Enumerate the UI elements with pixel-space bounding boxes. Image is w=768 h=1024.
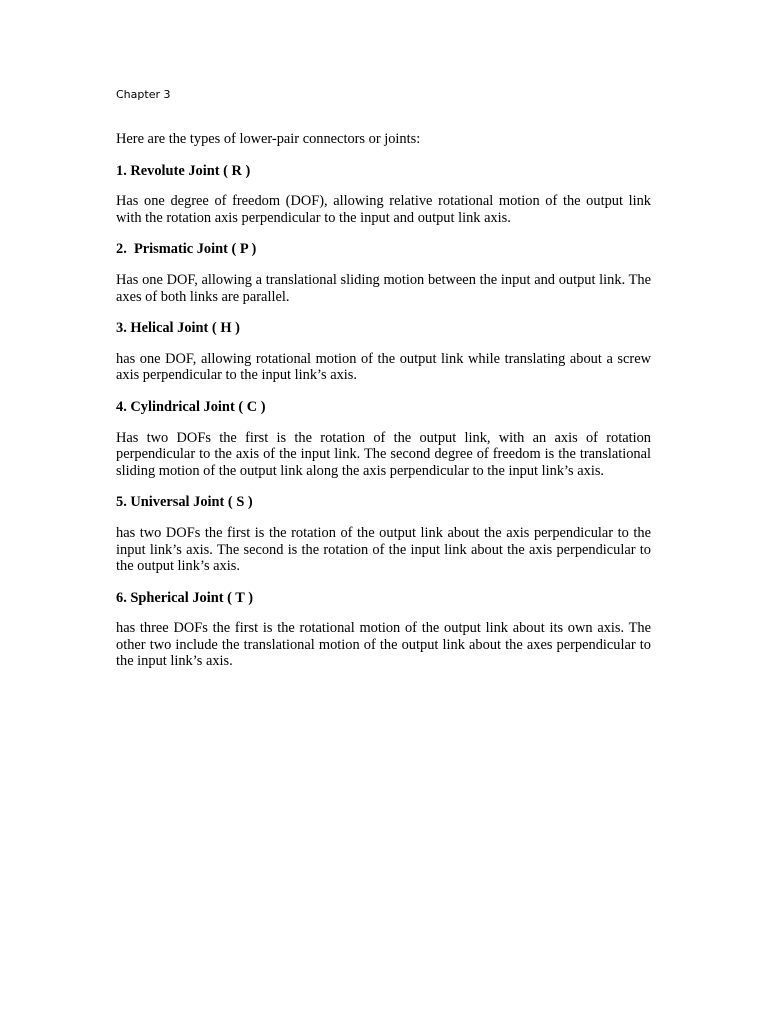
section-paragraph: has three DOFs the first is the rotational motion of the output link about its own axis. The other two include the translational motion of the output link about the axes perpendicular to the input link’s axis. <box>116 620 651 670</box>
document-body <box>116 131 651 685</box>
section-heading: 4. Cylindrical Joint ( C ) <box>116 398 266 415</box>
section-paragraph: has one DOF, allowing rotational motion of the output link while translating about a screw axis perpendicular to the input link’s axis. <box>116 350 651 384</box>
section-revolute-joint <box>116 163 651 227</box>
section-heading: 6. Spherical Joint ( T ) <box>116 589 253 606</box>
section-heading: 5. Universal Joint ( S ) <box>116 494 253 511</box>
section-paragraph: Has two DOFs the first is the rotation of the output link, with an axis of rotation perpendicular to the axis of the input link. The second degree of freedom is the translational sliding motion of the output link along the axis perpendicular to the input link’s axis. <box>116 429 651 479</box>
section-prismatic-joint <box>116 241 651 305</box>
section-universal-joint <box>116 494 651 574</box>
page-header-chapter: Chapter 3 <box>116 88 171 101</box>
section-paragraph: Has one degree of freedom (DOF), allowing relative rotational motion of the output link with the rotation axis perpendicular to the input and output link axis. <box>116 193 651 226</box>
section-heading: 1. Revolute Joint ( R ) <box>116 162 251 179</box>
section-heading: 3. Helical Joint ( H ) <box>116 320 240 337</box>
section-cylindrical-joint <box>116 399 651 479</box>
section-helical-joint <box>116 320 651 384</box>
section-paragraph: has two DOFs the first is the rotation of the output link about the axis perpendicular to the input link’s axis. The second is the rotation of the input link about the axis perpendicular to the output link’s axis. <box>116 524 651 575</box>
section-heading: 2. Prismatic Joint ( P ) <box>116 241 257 258</box>
section-spherical-joint <box>116 590 651 670</box>
section-paragraph: Has one DOF, allowing a translational sliding motion between the input and output link. The axes of both links are parallel. <box>116 271 651 305</box>
intro-paragraph: Here are the types of lower-pair connectors or joints: <box>116 131 421 147</box>
